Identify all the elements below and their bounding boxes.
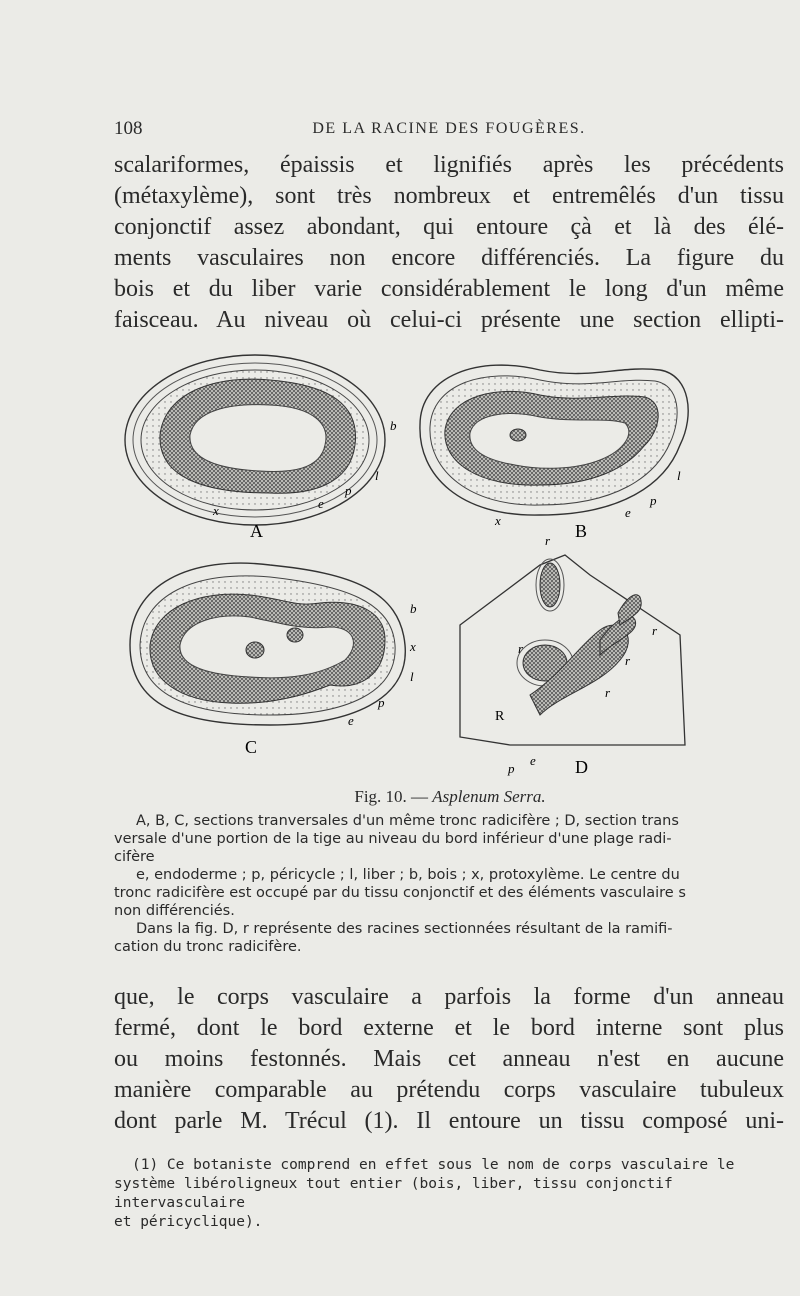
caption-line: tronc radicifère est occupé par du tissu conjonctif et des éléments vasculaire s <box>114 885 686 901</box>
caption-line: Dans la fig. D, r représente des racines sectionnées résultant de la ramifi- <box>136 921 673 937</box>
label-b-e: e <box>625 505 631 520</box>
page-header <box>114 118 784 142</box>
footnote-line: système libéroligneux tout entier (bois, liber, tissu conjonctif intervasculaire <box>114 1176 673 1211</box>
label-d-R: R <box>495 709 505 724</box>
text-line: faisceau. Au niveau où celui-ci présente une section ellipti- <box>114 307 784 333</box>
label-b-x: x <box>495 513 501 528</box>
footnote-line: et péricyclique). <box>114 1214 263 1230</box>
text-line: que, le corps vasculaire a parfois la forme d'un anneau <box>114 984 784 1010</box>
caption-line: A, B, C, sections tranversales d'un même tronc radicifère ; D, section trans <box>136 813 679 829</box>
label-c-e: e <box>348 713 354 728</box>
caption-species: Asplenum Serra. <box>432 787 546 806</box>
section-a-drawing <box>125 355 385 525</box>
caption-line: cifère <box>114 849 155 865</box>
label-c-l: l <box>410 669 414 684</box>
label-c: C <box>245 737 258 757</box>
label-a: A <box>250 521 263 541</box>
page-number: 108 <box>114 118 143 139</box>
text-line: fermé, dont le bord externe et le bord interne sont plus <box>114 1015 784 1041</box>
section-b-drawing <box>420 365 688 515</box>
figure-caption-body <box>114 812 786 956</box>
label-d-r-top: r <box>545 533 551 548</box>
label-d-e: e <box>530 753 536 768</box>
text-line: manière comparable au prétendu corps vasculaire tubuleux <box>114 1077 784 1103</box>
label-a-e: e <box>318 496 324 511</box>
label-a-x: x <box>213 503 219 518</box>
caption-fig-number: Fig. 10. — <box>354 787 433 806</box>
paragraph-1 <box>114 150 784 336</box>
text-line: ou moins festonnés. Mais cet anneau n'est en aucune <box>114 1046 784 1072</box>
section-d-drawing <box>460 555 685 745</box>
label-b-l: l <box>677 468 681 483</box>
label-d: D <box>575 757 588 777</box>
label-a-p: p <box>345 483 352 498</box>
caption-line: non différenciés. <box>114 903 235 919</box>
label-d-r-mid: r <box>625 653 631 668</box>
footnote <box>114 1156 786 1232</box>
label-d-r-right: r <box>652 623 658 638</box>
footnote-line: (1) Ce botaniste comprend en effet sous le nom de corps vasculaire le <box>132 1157 735 1173</box>
caption-line: cation du tronc radicifère. <box>114 939 302 955</box>
section-c-drawing <box>130 563 405 725</box>
text-line: conjonctif assez abondant, qui entoure çà et là des élé- <box>114 214 784 240</box>
text-line: dont parle M. Trécul (1). Il entoure un tissu composé uni- <box>114 1108 784 1134</box>
label-c-b: b <box>410 601 417 616</box>
label-b: B <box>575 521 588 541</box>
label-c-x: x <box>410 639 416 654</box>
text-line: scalariformes, épaissis et lignifiés après les précédents <box>114 152 784 178</box>
paragraph-2 <box>114 982 784 1137</box>
caption-line: versale d'une portion de la tige au niveau du bord inférieur d'une plage radi- <box>114 831 672 847</box>
label-d-p: p <box>508 761 515 776</box>
label-c-p: p <box>378 695 385 710</box>
text-line: (métaxylème), sont très nombreux et entremêlés d'un tissu <box>114 183 784 209</box>
text-line: bois et du liber varie considérablement le long d'un même <box>114 276 784 302</box>
label-a-l: l <box>375 468 379 483</box>
text-line: ments vasculaires non encore différenciés. La figure du <box>114 245 784 271</box>
label-a-b: b <box>390 418 397 433</box>
running-head: DE LA RACINE DES FOUGÈRES. <box>312 120 586 137</box>
caption-line: e, endoderme ; p, péricycle ; l, liber ; b, bois ; x, protoxylème. Le centre du <box>136 867 680 883</box>
figure-asplenum-sections <box>120 345 700 785</box>
figure-caption-title <box>114 788 786 806</box>
label-d-r-low: r <box>605 685 611 700</box>
label-d-r-left: r <box>518 641 524 656</box>
label-b-p: p <box>650 493 657 508</box>
